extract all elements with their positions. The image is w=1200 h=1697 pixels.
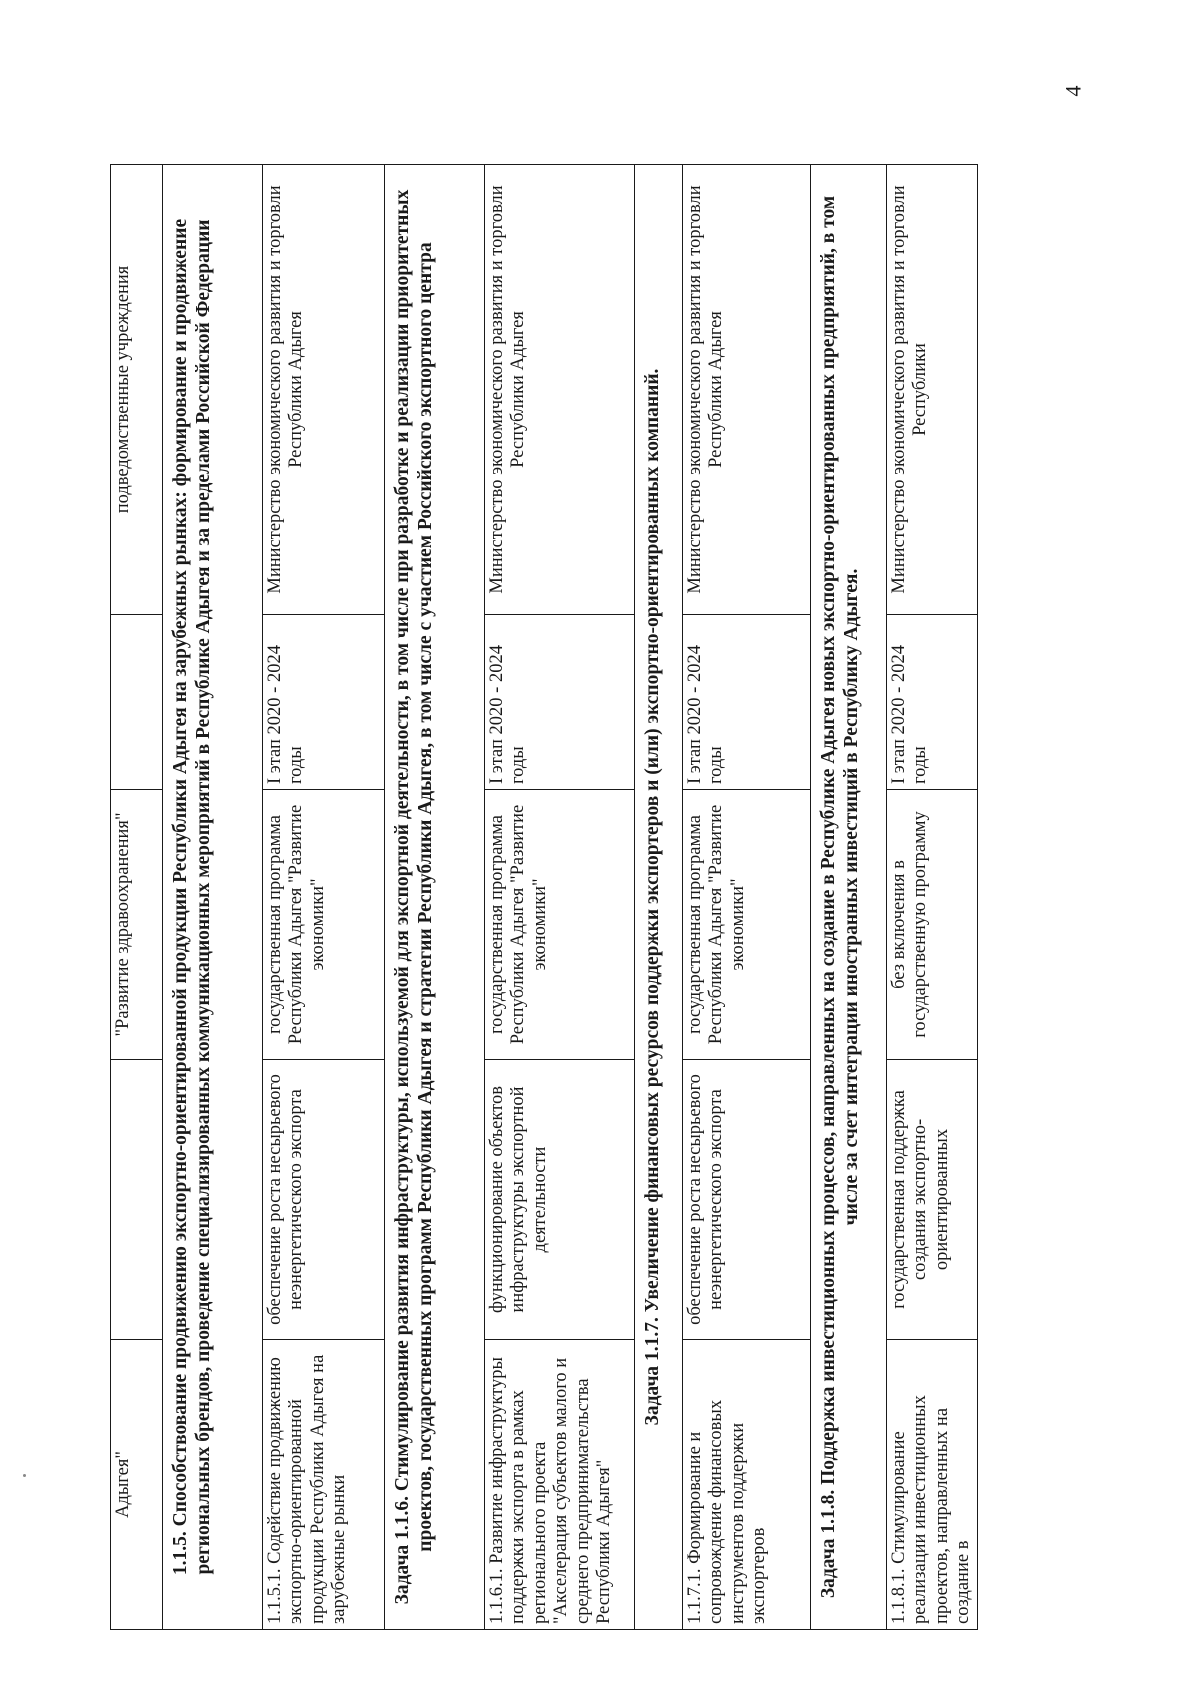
program-cell: государственная программа Республики Адыгея "Развитие экономики" — [263, 790, 385, 1060]
header-col3: "Развитие здравоохранения" — [111, 790, 163, 1060]
result-cell: государственная поддержка создания экспортно-ориентированных — [887, 1060, 978, 1340]
table-row — [683, 165, 811, 1630]
table-row — [485, 165, 635, 1630]
stage-cell: I этап 2020 - 2024 годы — [683, 615, 811, 790]
stage-cell: I этап 2020 - 2024 годы — [887, 615, 978, 790]
measure-cell: 1.1.6.1. Развитие инфраструктуры поддержки экспорта в рамках регионального проекта "Акселерация субъектов малого и среднего предпринимательства Республики Адыгея" — [485, 1340, 635, 1630]
page-number: 4 — [1060, 85, 1086, 97]
header-col4 — [111, 615, 163, 790]
result-cell: функционирование объектов инфраструктуры экспортной деятельности — [485, 1060, 635, 1340]
section-title-1-1-5: 1.1.5. Способствование продвижению экспортно-ориентированной продукции Республики Адыгея на зарубежных рынках: формирование и продвижение региональных брендов, проведение специализированных коммуникационных мероприятий в Республике Адыгея и за пределами Российской Федерации — [163, 165, 263, 1630]
executor-cell: Министерство экономического развития и торговли Республики Адыгея — [683, 165, 811, 615]
table-row — [887, 165, 978, 1630]
result-cell: обеспечение роста несырьевого неэнергетического экспорта — [683, 1060, 811, 1340]
header-col1: Адыгея" — [111, 1340, 163, 1630]
table-row — [263, 165, 385, 1630]
rotated-table-container — [110, 165, 1052, 1630]
measures-table — [110, 164, 978, 1630]
program-cell: государственная программа Республики Адыгея "Развитие экономики" — [485, 790, 635, 1060]
measure-cell: 1.1.7.1. Формирование и сопровождение финансовых инструментов поддержки экспортеров — [683, 1340, 811, 1630]
executor-cell: Министерство экономического развития и торговли Республики Адыгея — [485, 165, 635, 615]
program-cell: без включения в государственную программу — [887, 790, 978, 1060]
section-title-row — [385, 165, 485, 1630]
header-col2 — [111, 1060, 163, 1340]
stage-cell: I этап 2020 - 2024 годы — [485, 615, 635, 790]
result-cell: обеспечение роста несырьевого неэнергетического экспорта — [263, 1060, 385, 1340]
header-row — [111, 165, 163, 1630]
section-title-1-1-8: Задача 1.1.8. Поддержка инвестиционных процессов, направленных на создание в Республике Адыгея новых экспортно-ориентированных предприятий, в том числе за счет интеграции иностранных инвестиций в Республику Адыгея. — [811, 165, 887, 1630]
stage-cell: I этап 2020 - 2024 годы — [263, 615, 385, 790]
measure-cell: 1.1.8.1. Стимулирование реализации инвестиционных проектов, направленных на создание в — [887, 1340, 978, 1630]
section-title-1-1-7: Задача 1.1.7. Увеличение финансовых ресурсов поддержки экспортеров и (или) экспортно-ориентированных компаний. — [635, 165, 683, 1630]
program-cell: государственная программа Республики Адыгея "Развитие экономики" — [683, 790, 811, 1060]
executor-cell: Министерство экономического развития и торговли Республики Адыгея — [263, 165, 385, 615]
section-title-row — [811, 165, 887, 1630]
header-col5: подведомственные учреждения — [111, 165, 163, 615]
scan-speck — [23, 1474, 26, 1477]
executor-cell: Министерство экономического развития и торговли Республики — [887, 165, 978, 615]
section-title-row — [163, 165, 263, 1630]
measure-cell: 1.1.5.1. Содействие продвижению экспортно-ориентированной продукции Республики Адыгея на зарубежные рынки — [263, 1340, 385, 1630]
section-title-row — [635, 165, 683, 1630]
section-title-1-1-6: Задача 1.1.6. Стимулирование развития инфраструктуры, используемой для экспортной деятельности, в том числе при разработке и реализации приоритетных проектов, государственных программ Республики Адыгея и стратегии Республики Адыгея, в том числе с участием Российского экспортного центра — [385, 165, 485, 1630]
